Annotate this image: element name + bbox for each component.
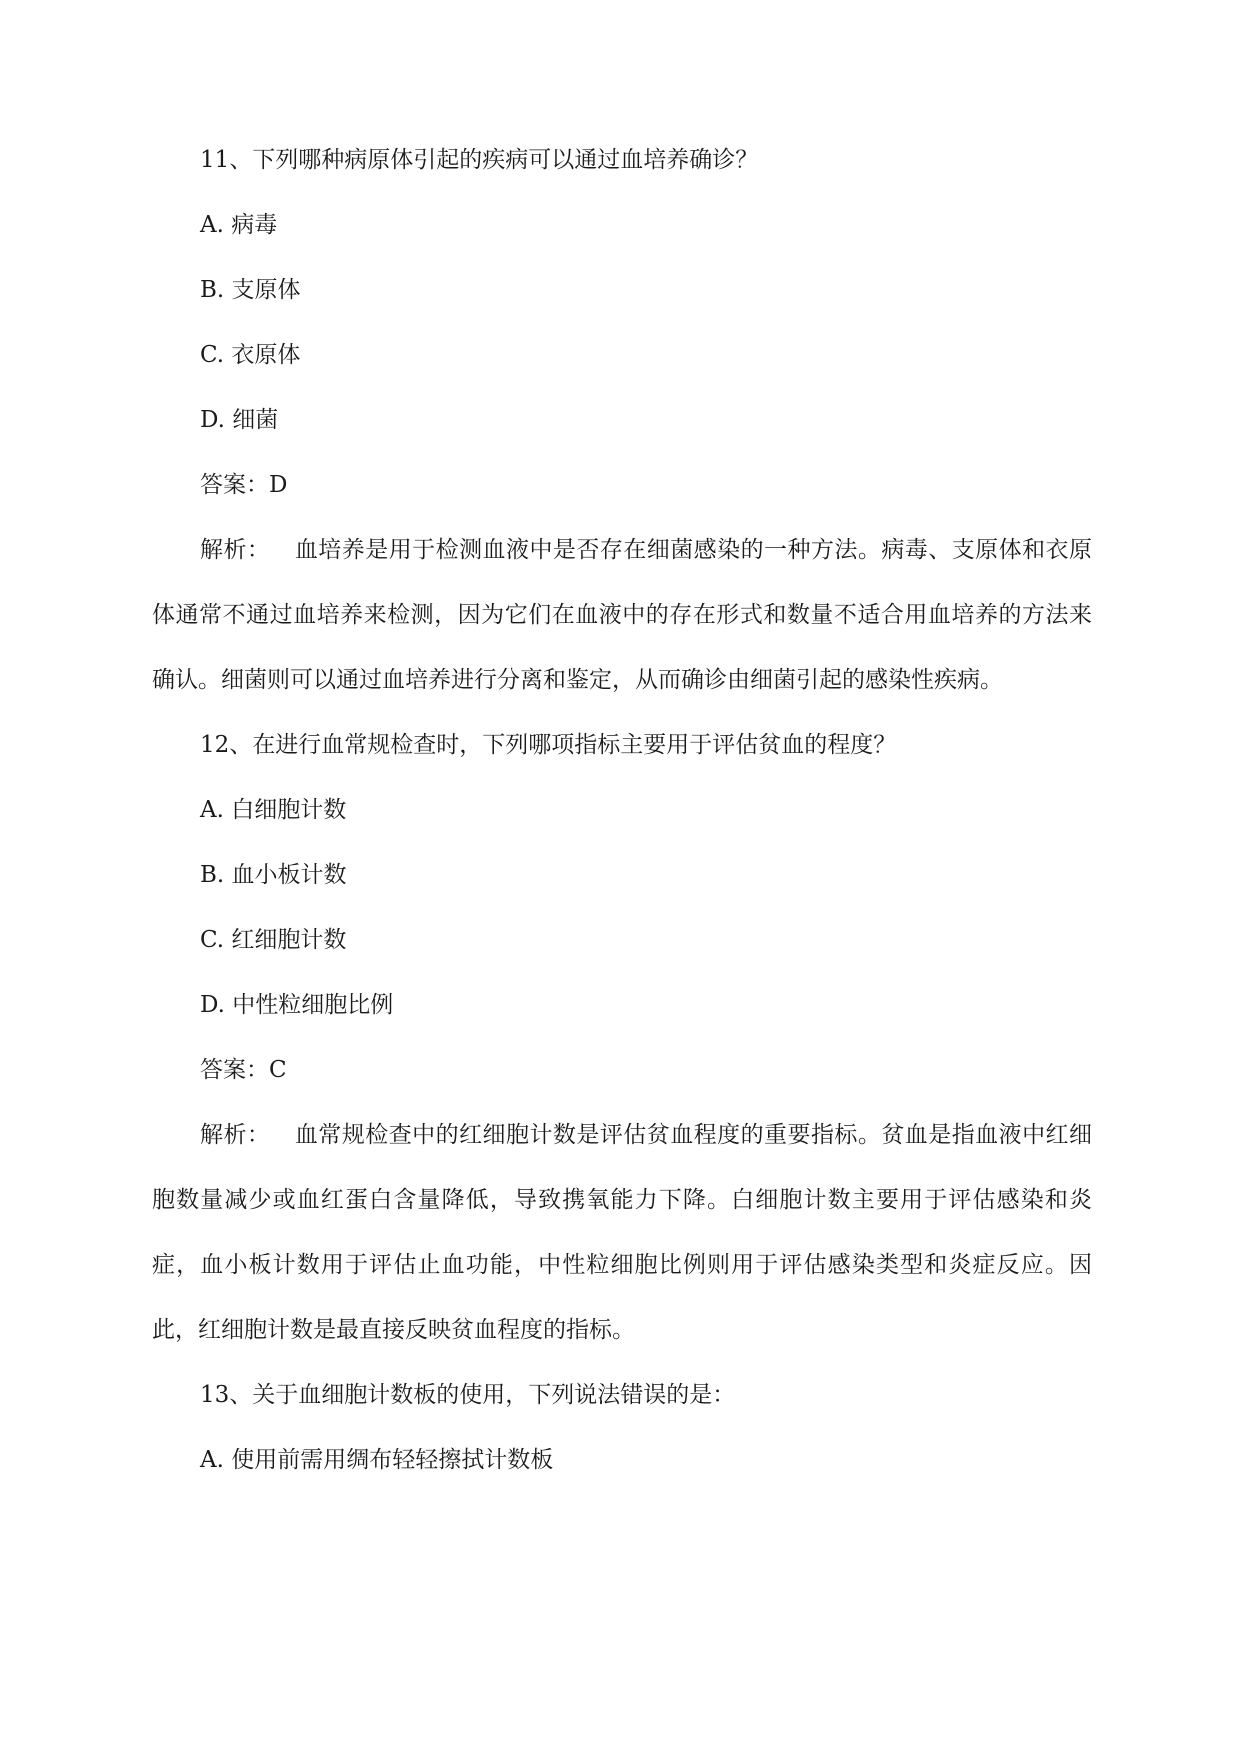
question-list — [152, 144, 1092, 1509]
analysis-paragraph — [152, 518, 1092, 713]
analysis-label: 解析： — [200, 537, 271, 563]
question-stem: 11、下列哪种病原体引起的疾病可以通过血培养确诊？ — [200, 147, 759, 173]
question-12 — [152, 729, 1092, 1363]
option-d: D. 中性粒细胞比例 — [200, 992, 394, 1018]
analysis-paragraph — [152, 1103, 1092, 1363]
option-b: B. 支原体 — [200, 277, 301, 303]
option-c: C. 红细胞计数 — [200, 927, 347, 953]
question-stem: 12、在进行血常规检查时，下列哪项指标主要用于评估贫血的程度？ — [200, 732, 897, 758]
option-d: D. 细菌 — [200, 407, 279, 433]
answer-line: 答案：D — [200, 472, 288, 498]
option-a: A. 病毒 — [200, 212, 278, 238]
question-11 — [152, 144, 1092, 713]
analysis-text: 血常规检查中的红细胞计数是评估贫血程度的重要指标。贫血是指血液中红细胞数量减少或血红蛋白含量降低，导致携氧能力下降。白细胞计数主要用于评估感染和炎症，血小板计数用于评估止血功能，中性粒细胞比例则用于评估感染类型和炎症反应。因此，红细胞计数是最直接反映贫血程度的指标。 — [152, 1122, 1093, 1343]
question-13 — [152, 1379, 1092, 1477]
option-a: A. 白细胞计数 — [200, 797, 347, 823]
option-b: B. 血小板计数 — [200, 862, 347, 888]
answer-line: 答案：C — [200, 1057, 287, 1083]
question-stem: 13、关于血细胞计数板的使用，下列说法错误的是： — [200, 1382, 736, 1408]
analysis-text: 血培养是用于检测血液中是否存在细菌感染的一种方法。病毒、支原体和衣原体通常不通过血培养来检测，因为它们在血液中的存在形式和数量不适合用血培养的方法来确认。细菌则可以通过血培养进行分离和鉴定，从而确诊由细菌引起的感染性疾病。 — [152, 537, 1093, 693]
option-a: A. 使用前需用绸布轻轻擦拭计数板 — [200, 1447, 554, 1473]
analysis-label: 解析： — [200, 1122, 271, 1148]
option-c: C. 衣原体 — [200, 342, 301, 368]
